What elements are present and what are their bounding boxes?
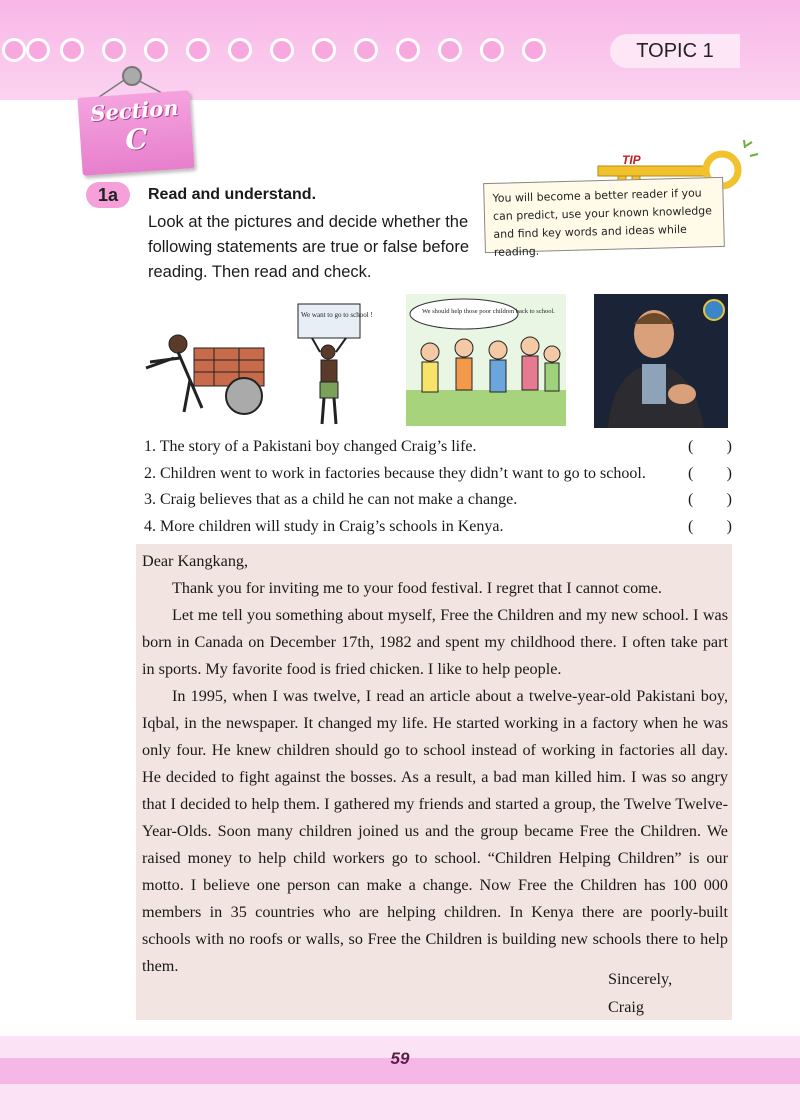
statement-item — [144, 487, 740, 514]
statement-item — [144, 461, 740, 488]
activity-instructions: Look at the pictures and decide whether the following statements are true or false before reading. Then read and check. — [148, 213, 470, 281]
letter-paragraph: In 1995, when I was twelve, I read an article about a twelve-year-old Pakistani boy, Iqbal, in the newspaper. It changed my life. He started working in a factory when he was only four. He knew children should go to school instead of working in factories all day. He decided to fight against the bosses. As a result, a bad man killed him. I was so angry that I decided to help them. I gathered my friends and started a group, the Twelve Twelve-Year-Olds. Soon many children joined us and the group became Free the Children. We raised money to help child workers go to school. “Children Helping Children” is our motto. I believe one person can make a change. Now Free the Children has 100 000 members in 35 countries who are helping children. In Kenya there are poorly-built schools with no roofs or walls, so Free the Children is building new schools there to help them. — [142, 687, 728, 975]
ring-icon — [522, 38, 546, 62]
picture-craig-photo — [594, 294, 728, 428]
ring-icon — [270, 38, 294, 62]
ring-icon — [354, 38, 378, 62]
tip-label: TIP — [622, 153, 641, 167]
ring-icon — [480, 38, 504, 62]
ring-icon — [2, 38, 26, 62]
ring-icon — [438, 38, 462, 62]
speech-text: We should help those poor children back to school. — [422, 308, 555, 315]
picture-boy-sign — [292, 300, 373, 428]
statement-text: 1. The story of a Pakistani boy changed Craig’s life. — [144, 438, 477, 455]
letter-closing: Sincerely, — [608, 970, 673, 988]
activity-title: Read and understand. — [148, 186, 317, 203]
letter-greeting: Dear Kangkang, — [142, 552, 249, 570]
answer-blank[interactable]: ( ) — [688, 517, 732, 535]
statement-text: 2. Children went to work in factories because they didn’t want to go to school. — [144, 464, 646, 482]
letter-signature: Craig — [608, 998, 644, 1016]
statement-list — [144, 434, 740, 540]
letter-paragraph: Let me tell you something about myself, Free the Children and my new school. I was born in Canada on December 17th, 1982 and spent my childhood there. I often take part in sports. My favorite food is fried chicken. I like to help people. — [142, 606, 728, 678]
picture-children-group — [406, 294, 566, 426]
activity-badge: 1a — [86, 182, 130, 208]
letter-paragraph: Thank you for inviting me to your food festival. I regret that I cannot come. — [172, 579, 662, 597]
picture-boy-cart — [144, 322, 274, 422]
ring-icon — [144, 38, 168, 62]
statement-item — [144, 514, 740, 541]
answer-blank[interactable]: ( ) — [688, 438, 732, 455]
letter-body — [142, 548, 728, 980]
ring-icon — [26, 38, 50, 62]
answer-blank[interactable]: ( ) — [688, 464, 732, 482]
section-letter: C — [124, 122, 149, 157]
section-card — [77, 90, 194, 176]
statement-item — [144, 434, 740, 461]
ring-icon — [312, 38, 336, 62]
ring-icon — [102, 38, 126, 62]
page-number: 59 — [390, 1049, 410, 1068]
ring-icon — [60, 38, 84, 62]
statement-text: 4. More children will study in Craig’s schools in Kenya. — [144, 517, 504, 535]
pin-icon — [122, 66, 142, 86]
tip-box: You will become a better reader if you can predict, use your known knowledge and find key words and ideas while reading. — [483, 177, 725, 253]
sign-text: We want to go to school ! — [301, 311, 373, 319]
ring-icon — [228, 38, 252, 62]
ring-icon — [186, 38, 210, 62]
topic-label: TOPIC 1 — [610, 34, 740, 68]
answer-blank[interactable]: ( ) — [688, 491, 732, 508]
ring-icon — [396, 38, 420, 62]
statement-text: 3. Craig believes that as a child he can not make a change. — [144, 491, 518, 508]
section-word: Section — [89, 95, 180, 127]
